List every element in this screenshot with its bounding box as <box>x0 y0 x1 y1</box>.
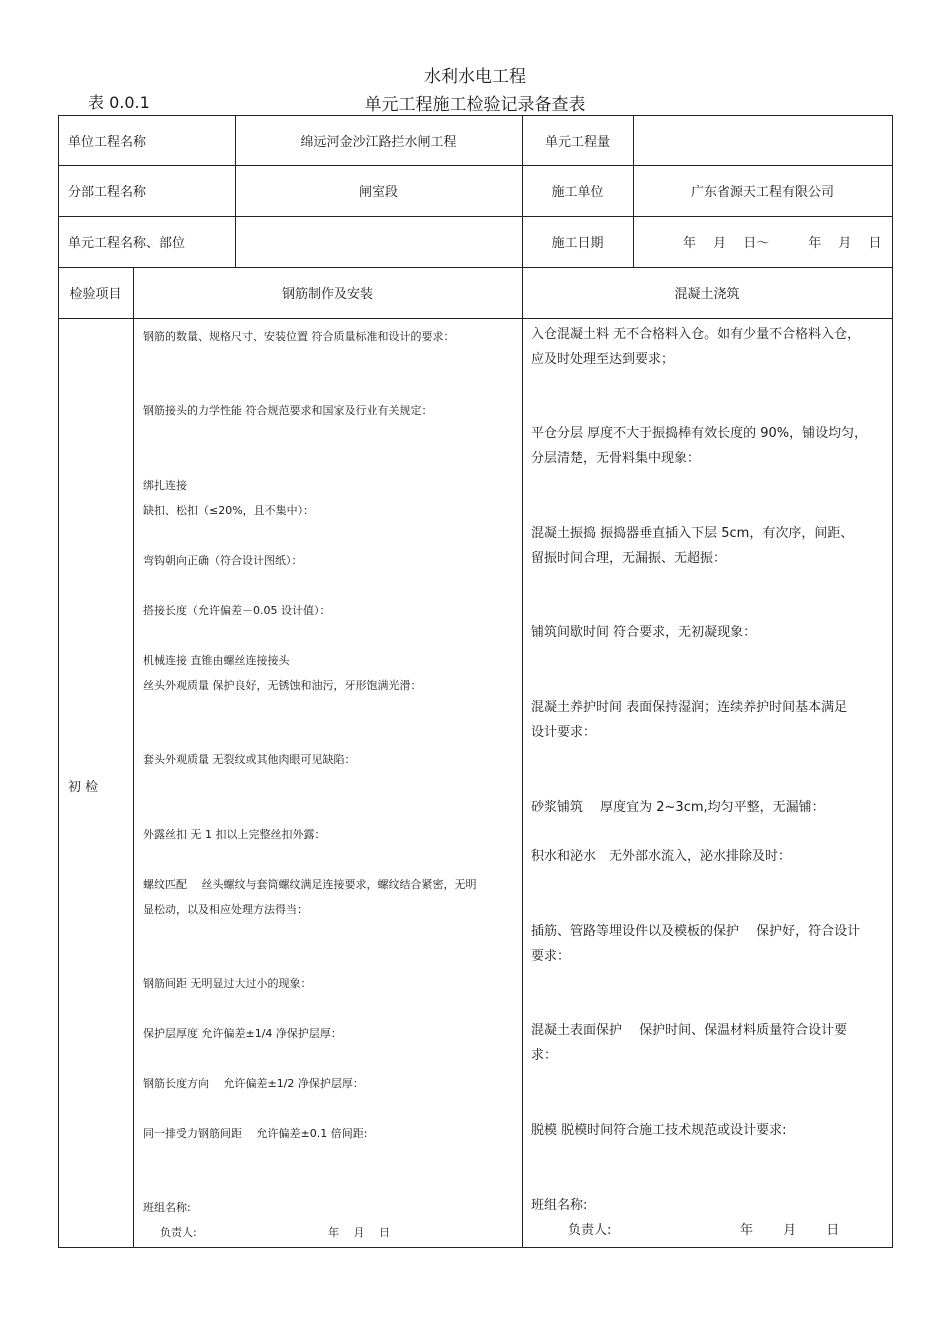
rebar-item: 搭接长度（允许偏差－0.05 设计值）： <box>143 604 331 617</box>
title-line-1: 水利水电工程 <box>424 67 526 87</box>
unit-project-value: 绵远河金沙江路拦水闸工程 <box>300 134 457 150</box>
contractor-label: 施工单位 <box>551 185 604 200</box>
element-qty-value <box>633 115 892 165</box>
concrete-column-header: 混凝土浇筑 <box>674 287 740 302</box>
element-name-label: 单元工程名称、部位 <box>68 236 186 251</box>
concrete-item: 脱模 脱模时间符合施工技术规范或设计要求: <box>531 1123 787 1138</box>
date-label: 施工日期 <box>551 236 604 251</box>
rebar-item: 绑扎连接 <box>143 479 187 492</box>
rebar-item: 弯钩朝向正确（符合设计图纸）： <box>143 554 303 567</box>
rebar-item: 套头外观质量 无裂纹或其他肉眼可见缺陷： <box>143 753 356 766</box>
rebar-item: 丝头外观质量 保护良好，无锈蚀和油污，牙形饱满光滑： <box>143 679 422 692</box>
contractor-value: 广东省源天工程有限公司 <box>690 185 834 200</box>
rebar-item: 显松动，以及相应处理方法得当： <box>143 903 308 916</box>
concrete-item: 入仓混凝土料 无不合格料入仓。如有少量不合格料入仓， <box>531 327 861 342</box>
rebar-item: 同一排受力钢筋间距 允许偏差±0.1 倍间距: <box>143 1127 368 1140</box>
item-column-header: 检验项目 <box>69 287 122 302</box>
concrete-item: 插筋、管路等埋设件以及模板的保护 保护好，符合设计 <box>531 924 861 939</box>
rebar-item: 保护层厚度 允许偏差±1/4 净保护层厚： <box>143 1027 342 1040</box>
unit-project-label: 单位工程名称 <box>68 134 147 150</box>
rebar-item: 机械连接 直锥由螺丝连接接头 <box>143 654 290 667</box>
table-number: 表 0.0.1 <box>88 93 150 112</box>
concrete-leader: 负责人: <box>568 1223 612 1238</box>
stage-label: 初 检 <box>68 780 99 795</box>
title-line-2: 单元工程施工检验记录备查表 <box>364 95 586 115</box>
rebar-item: 钢筋接头的力学性能 符合规范要求和国家及行业有关规定： <box>143 404 433 417</box>
division-label: 分部工程名称 <box>68 185 147 200</box>
rebar-item: 钢筋间距 无明显过大过小的现象： <box>143 977 312 990</box>
concrete-item: 混凝土振捣 振捣器垂直插入下层 5cm，有次序，间距、 <box>531 526 854 541</box>
rebar-team-name: 班组名称: <box>143 1201 191 1214</box>
rebar-item: 缺扣、松扣（≤20%，且不集中）： <box>143 504 315 517</box>
concrete-item: 要求： <box>531 949 571 964</box>
element-name-value <box>235 216 522 267</box>
rebar-date: 年 月 日 <box>328 1226 390 1239</box>
concrete-item: 平仓分层 厚度不大于振捣棒有效长度的 90%，铺设均匀， <box>531 426 868 441</box>
concrete-item: 铺筑间歇时间 符合要求，无初凝现象： <box>531 625 757 640</box>
concrete-item: 分层清楚，无骨料集中现象： <box>531 451 701 466</box>
concrete-item: 留振时间合理，无漏振、无超振： <box>531 551 727 566</box>
concrete-item: 求： <box>531 1048 558 1063</box>
concrete-item: 应及时处理至达到要求； <box>531 352 675 367</box>
concrete-item: 混凝土养护时间 表面保持湿润；连续养护时间基本满足 <box>531 700 848 715</box>
rebar-column-header: 钢筋制作及安装 <box>281 287 373 302</box>
concrete-date: 年 月 日 <box>740 1223 840 1238</box>
division-value: 闸室段 <box>358 185 398 200</box>
rebar-item: 钢筋长度方向 允许偏差±1/2 净保护层厚： <box>143 1077 364 1090</box>
concrete-team-name: 班组名称: <box>531 1198 588 1213</box>
date-value: 年 月 日～ 年 月 日 <box>683 236 882 251</box>
concrete-item: 积水和泌水 无外部水流入，泌水排除及时： <box>531 849 792 864</box>
rebar-item: 钢筋的数量、规格尺寸、安装位置 符合质量标准和设计的要求： <box>143 330 455 343</box>
element-qty-label: 单元工程量 <box>544 134 610 150</box>
concrete-item: 设计要求： <box>531 725 597 740</box>
rebar-leader: 负责人: <box>160 1226 197 1239</box>
rebar-item: 外露丝扣 无 1 扣以上完整丝扣外露： <box>143 828 326 841</box>
rebar-item: 螺纹匹配 丝头螺纹与套筒螺纹满足连接要求，螺纹结合紧密，无明 <box>143 878 477 891</box>
concrete-item: 混凝土表面保护 保护时间、保温材料质量符合设计要 <box>531 1023 848 1038</box>
concrete-item: 砂浆铺筑 厚度宜为 2~3cm,均匀平整，无漏铺： <box>531 800 825 815</box>
